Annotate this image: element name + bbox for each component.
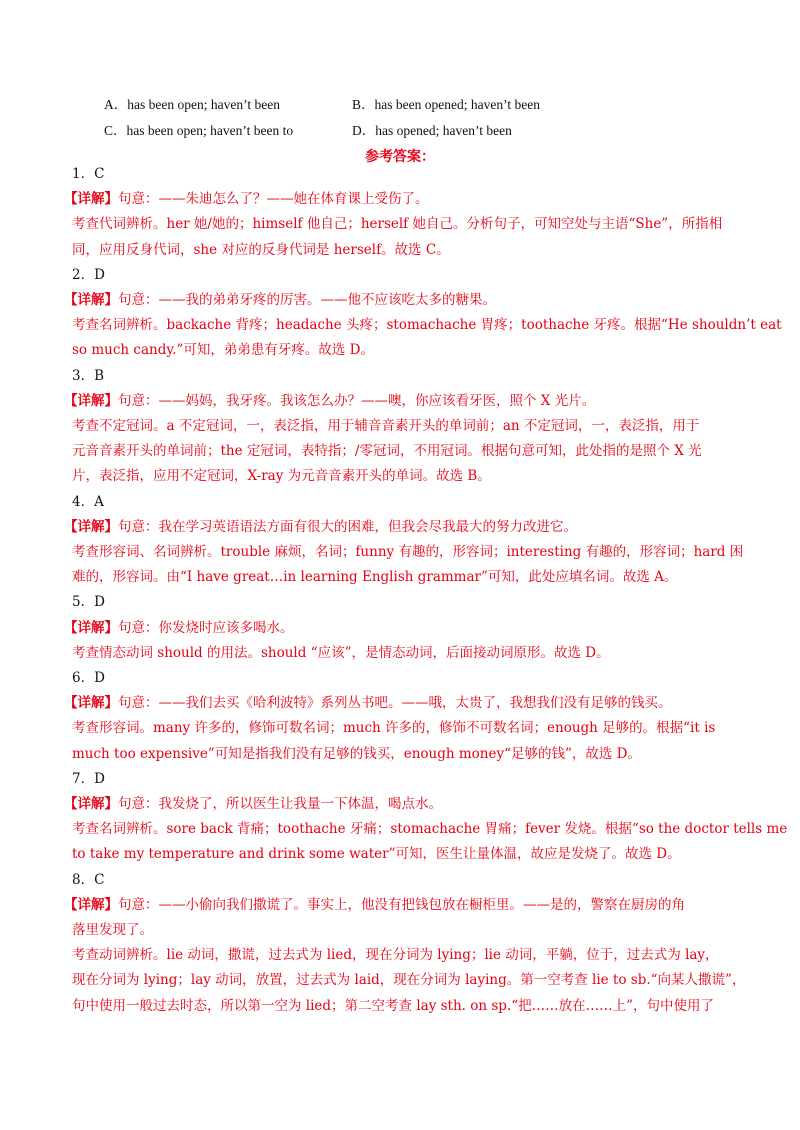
answer-number: 2．D (72, 266, 105, 283)
explanation-text: 句意：——小偷向我们撒谎了。事实上，他没有把钱包放在橱柜里。——是的，警察在厨房的角 (118, 896, 685, 913)
answer-explanation-line: 同，应用反身代词，she 对应的反身代词是 herself。故选 C。 (72, 241, 450, 258)
detail-tag: 【详解】 (64, 191, 118, 208)
explanation-text: 句意：我在学习英语语法方面有很大的困难，但我会尽我最大的努力改进它。 (118, 518, 577, 535)
explanation-text: 句意：——我们去买《哈利波特》系列丛书吧。——哦，太贵了，我想我们没有足够的钱买。 (118, 695, 672, 712)
option-a: A．has been open; haven’t been (104, 97, 280, 112)
answer-explanation-line (64, 694, 736, 712)
detail-tag: 【详解】 (64, 896, 118, 913)
answer-explanation-line (64, 518, 736, 536)
answer-number: 5．D (72, 594, 105, 611)
option-b: B．has been opened; haven’t been (352, 97, 540, 112)
answer-explanation-line: 落里发现了。 (72, 922, 153, 938)
answer-explanation-line: 元音音素开头的单词前；the 定冠词，表特指；/零冠词，不用冠词。根据句意可知，此处指的是照个 X 光 (72, 443, 702, 460)
explanation-text: 句意：你发烧时应该多喝水。 (118, 619, 294, 636)
explanation-text: 句意：——我的弟弟牙疼的厉害。——他不应该吃太多的糖果。 (118, 292, 496, 308)
answer-explanation-line: 考查情态动词 should 的用法。should “应该”，是情态动词，后面接动词原形。故选 D。 (72, 644, 610, 661)
answer-explanation-line: to take my temperature and drink some water”可知，医生让量体温，故应是发烧了。故选 D。 (72, 846, 681, 863)
answer-explanation-line: 考查不定冠词。a 不定冠词，一，表泛指，用于辅音音素开头的单词前；an 不定冠词，一，表泛指，用于 (72, 418, 700, 434)
answer-title: 参考答案： (365, 149, 435, 165)
option-c: C．has been open; haven’t been to (104, 123, 294, 138)
answer-explanation-line: 考查形容词。many 许多的，修饰可数名词；much 许多的，修饰不可数名词；enough 足够的。根据“it is (72, 720, 716, 737)
option-d: D．has opened; haven’t been (352, 123, 512, 138)
answer-explanation-line: 难的，形容词。由“I have great…in learning English grammar”可知，此处应填名词。故选 A。 (72, 569, 678, 586)
answer-explanation-line: 片，表泛指，应用不定冠词，X-ray 为元音音素开头的单词。故选 B。 (72, 468, 491, 485)
explanation-text: 句意：我发烧了，所以医生让我量一下体温，喝点水。 (118, 796, 442, 812)
answer-number: 4．A (72, 493, 104, 510)
answer-number: 7．D (72, 770, 105, 787)
answer-explanation-line (64, 291, 736, 309)
answer-explanation-line (64, 896, 736, 914)
answer-number: 8．C (72, 871, 105, 888)
answer-number: 3．B (72, 367, 105, 384)
answer-explanation-line: 考查形容词、名词辨析。trouble 麻烦，名词；funny 有趣的，形容词；interesting 有趣的，形容词；hard 困 (72, 544, 744, 560)
answer-explanation-line: 现在分词为 lying；lay 动词，放置，过去式为 laid，现在分词为 laying。第一空考查 lie to sb.“向某人撒谎”， (72, 972, 746, 989)
answer-explanation-line (64, 392, 736, 410)
detail-tag: 【详解】 (64, 292, 118, 308)
answer-explanation-line (64, 619, 736, 637)
explanation-text: 句意：——朱迪怎么了？——她在体育课上受伤了。 (118, 191, 429, 208)
detail-tag: 【详解】 (64, 619, 118, 636)
answer-number: 6．D (72, 670, 105, 686)
answer-explanation-line (64, 795, 736, 813)
answer-explanation-line: so much candy.”可知，弟弟患有牙疼。故选 D。 (72, 342, 374, 359)
detail-tag: 【详解】 (64, 695, 118, 712)
detail-tag: 【详解】 (64, 392, 118, 409)
detail-tag: 【详解】 (64, 518, 118, 535)
answer-explanation-line (64, 190, 736, 208)
answer-explanation-line: 考查动词辨析。lie 动词，撒谎，过去式为 lied，现在分词为 lying；lie 动词，平躺，位于，过去式为 lay， (72, 947, 719, 964)
explanation-text: 句意：——妈妈，我牙疼。我该怎么办？——噢，你应该看牙医，照个 X 光片。 (118, 392, 596, 409)
answer-explanation-line: 句中使用一般过去时态，所以第一空为 lied；第二空考查 lay sth. on sp.“把……放在……上”，句中使用了 (72, 997, 715, 1014)
answer-explanation-line: 考查名词辨析。sore back 背痛；toothache 牙痛；stomachache 胃痛；fever 发烧。根据“so the doctor tells me (72, 821, 788, 838)
answer-explanation-line: much too expensive”可知是指我们没有足够的钱买，enough money“足够的钱”，故选 D。 (72, 745, 641, 762)
answer-explanation-line: 考查名词辨析。backache 背疼；headache 头疼；stomachache 胃疼；toothache 牙疼。根据“He shouldn’t eat (72, 317, 782, 334)
answer-explanation-line: 考查代词辨析。her 她/她的；himself 他自己；herself 她自己。分析句子，可知空处与主语“She”，所指相 (72, 216, 723, 233)
detail-tag: 【详解】 (64, 796, 118, 812)
answer-number: 1．C (72, 166, 105, 182)
